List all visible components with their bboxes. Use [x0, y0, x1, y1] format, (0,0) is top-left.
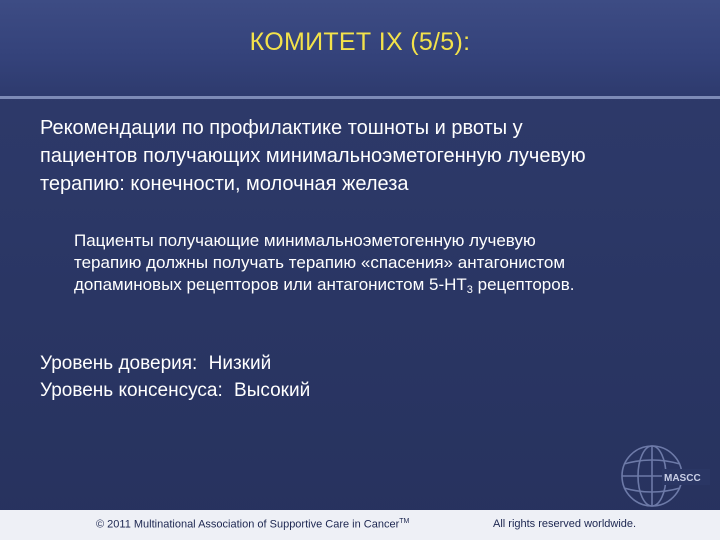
lead-line: пациентов получающих минимальноэметогенную лучевую [40, 145, 586, 167]
confidence-level-row [40, 350, 540, 377]
lead-line: терапию: конечности, молочная железа [40, 173, 409, 195]
lead-line: Рекомендации по профилактике тошноты и рвоты у [40, 117, 523, 139]
recommendation-line-end: рецепторов. [472, 275, 575, 294]
consensus-level-label: Уровень консенсуса: [40, 380, 223, 401]
consensus-level-row [40, 377, 540, 404]
footer-rights: All rights reserved worldwide. [493, 518, 637, 530]
footer-copyright [96, 518, 409, 531]
confidence-level-label: Уровень доверия: [40, 353, 198, 374]
recommendation-line: Пациенты получающие минимальноэметогенную лучевую [74, 231, 536, 250]
mascc-globe-logo [610, 432, 720, 518]
subscript: 3 [466, 284, 473, 296]
recommendation-line-start: допаминовых рецепторов или антагонистом 5-НТ [74, 275, 467, 294]
logo-text: MASCC [664, 473, 701, 484]
trademark-mark: TM [399, 518, 410, 525]
recommendation-line [74, 274, 694, 301]
lead-paragraph [40, 114, 670, 198]
header-divider [0, 96, 720, 99]
recommendation-line: терапию должны получать терапию «спасения» антагонистом [74, 253, 566, 272]
evidence-levels [40, 350, 540, 404]
consensus-level-value: Высокий [234, 380, 311, 401]
slide-title: КОМИТЕТ IX (5/5): [249, 28, 471, 56]
recommendation-text [74, 230, 694, 301]
copyright-text: © 2011 Multinational Association of Supportive Care in Cancer [96, 518, 400, 531]
confidence-level-value: Низкий [208, 353, 272, 374]
